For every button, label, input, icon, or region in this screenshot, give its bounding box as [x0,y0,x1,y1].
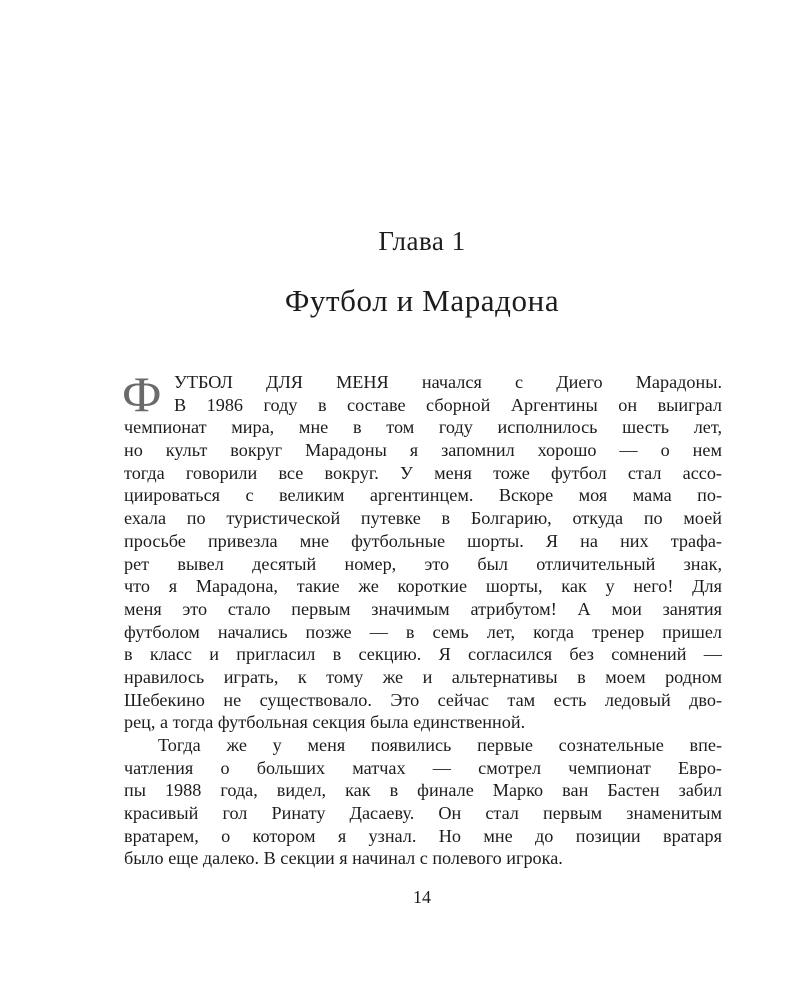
page-number: 14 [413,887,431,907]
text-line: просьбе привезла мне футбольные шорты. Я на них трафа- [124,530,722,551]
chapter-title: Футбол и Марадона [284,283,560,318]
chapter-label: Глава 1 [378,226,466,256]
text-line: чатления о больших матчах — смотрел чемпионат Евро- [124,757,722,778]
text-line: что я Марадона, такие же короткие шорты, как у него! Для [124,576,722,597]
paragraph-1 [122,366,722,734]
text-line: Шебекино не существовало. Это сейчас там есть ледовый дво- [124,689,722,710]
text-line: тогда говорили все вокруг. У меня тоже футбол стал ассо- [124,462,722,483]
text-line: пы 1988 года, видел, как в финале Марко ван Бастен забил [124,780,722,801]
text-line: вратарем, о котором я узнал. Но мне до позиции вратаря [124,825,722,846]
text-line: но культ вокруг Марадоны я запомнил хорошо — о нем [124,440,722,461]
text-line: Тогда же у меня появились первые сознательные впе- [158,735,722,755]
text-line: рец, а тогда футбольная секция была единственной. [124,712,526,733]
text-line: в класс и пригласил в секцию. Я согласился без сомнений — [124,644,722,665]
text-line: было еще далеко. В секции я начинал с полевого игрока. [124,848,563,869]
text-line: красивый гол Ринату Дасаеву. Он стал первым знаменитым [124,803,722,824]
text-line: нравилось играть, к тому же и альтернативы в моем родном [124,666,722,687]
text-line: футболом начались позже — в семь лет, когда тренер пришел [124,621,722,642]
text-line: ехала по туристической путевке в Болгарию, откуда по моей [124,508,722,529]
text-line: меня это стало первым значимым атрибутом! А мои занятия [124,598,722,619]
text-line: чемпионат мира, мне в том году исполнилось шесть лет, [124,417,722,438]
paragraph-2 [124,734,722,870]
text-line: циироваться с великим аргентинцем. Вскоре моя мама по- [124,485,722,506]
text-line: рет вывел десятый номер, это был отличительный знак, [124,553,722,574]
body-text [122,366,722,870]
text-line: УТБОЛ ДЛЯ МЕНЯ начался с Диего Марадоны. [174,372,722,392]
drop-cap: Ф [122,366,162,422]
text-line: В 1986 году в составе сборной Аргентины он выиграл [174,394,722,415]
